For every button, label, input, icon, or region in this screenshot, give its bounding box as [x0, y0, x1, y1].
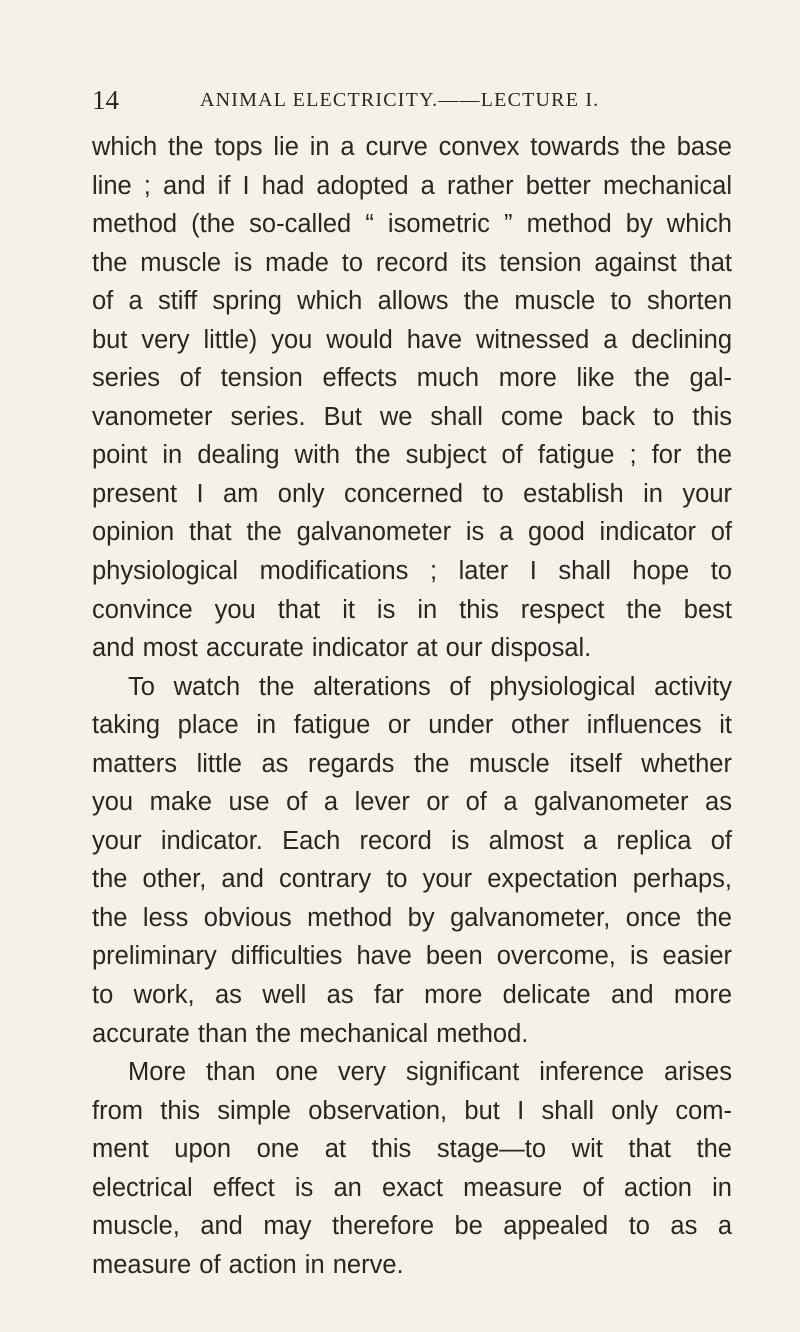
text-line: electrical effect is an exact measure of action in — [92, 1173, 732, 1202]
text-line: method (the so-called “ isometric ” method by which — [92, 210, 732, 239]
text-line: series of tension effects much more like the gal- — [92, 364, 732, 393]
running-title: ANIMAL ELECTRICITY.——LECTURE I. — [200, 89, 600, 111]
text-line: the other, and contrary to your expectation perhaps, — [92, 865, 732, 894]
text-line: the less obvious method by galvanometer, once the — [92, 903, 732, 932]
text-line: present I am only concerned to establish in your — [92, 479, 732, 508]
text-line: taking place in fatigue or under other influences it — [92, 711, 732, 740]
text-line: to work, as well as far more delicate and more — [92, 981, 732, 1010]
text-line: you make use of a lever or of a galvanometer as — [92, 788, 732, 817]
text-line: physiological modifications ; later I shall hope to — [92, 557, 732, 586]
body-text — [92, 128, 732, 1284]
text-line: line ; and if I had adopted a rather better mechanical — [92, 171, 732, 200]
text-line: your indicator. Each record is almost a replica of — [92, 826, 732, 855]
text-line: which the tops lie in a curve convex towards the base — [92, 133, 732, 161]
text-line: but very little) you would have witnessed a declining — [92, 325, 732, 354]
text-line: More than one very significant inference arises — [128, 1058, 732, 1087]
text-line: preliminary difficulties have been overcome, is easier — [92, 942, 732, 971]
text-line: matters little as regards the muscle itself whether — [92, 749, 732, 778]
text-line: vanometer series. But we shall come back to this — [92, 402, 732, 431]
text-line: from this simple observation, but I shall only com- — [92, 1096, 732, 1125]
text-line: muscle, and may therefore be appealed to as a — [92, 1212, 732, 1241]
text-line: ment upon one at this stage—to wit that the — [92, 1135, 732, 1164]
text-line: To watch the alterations of physiological activity — [128, 672, 732, 701]
text-line: and most accurate indicator at our disposal. — [92, 634, 592, 663]
text-line: point in dealing with the subject of fatigue ; for the — [92, 441, 732, 470]
text-line: measure of action in nerve. — [92, 1250, 404, 1279]
text-line: of a stiff spring which allows the muscle to shorten — [92, 287, 732, 316]
text-line: opinion that the galvanometer is a good indicator of — [92, 518, 732, 547]
page-number: 14 — [92, 85, 119, 115]
page-header — [92, 82, 732, 118]
text-line: convince you that it is in this respect the best — [92, 595, 732, 624]
text-line: accurate than the mechanical method. — [92, 1019, 529, 1048]
text-line: the muscle is made to record its tension against that — [92, 248, 732, 277]
